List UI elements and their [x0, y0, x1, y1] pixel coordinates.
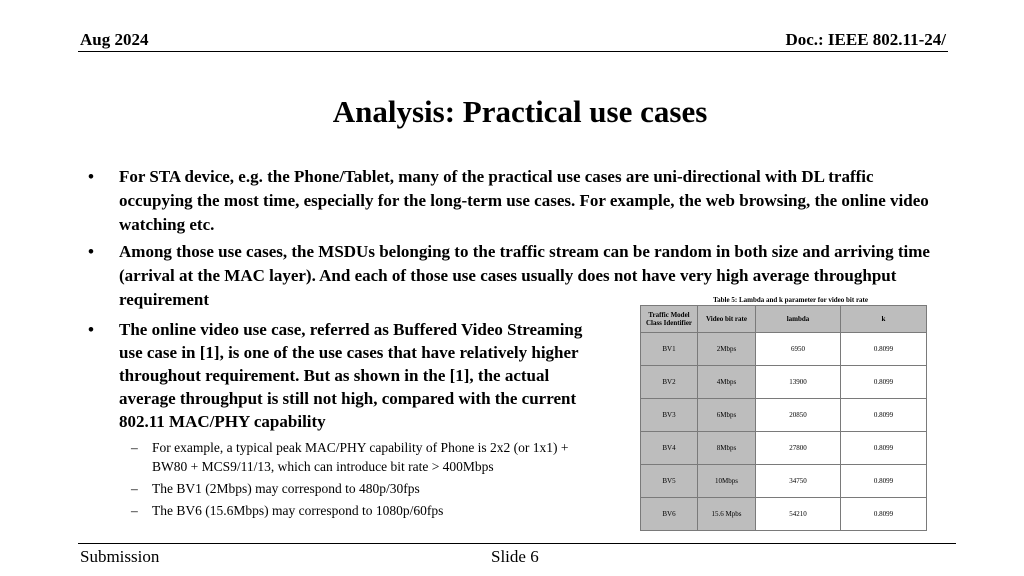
table-cell: 34750 [756, 465, 841, 498]
bullet-item [86, 318, 586, 520]
table-cell: BV1 [641, 333, 698, 366]
table-row [641, 366, 927, 399]
sub-bullet-item: – The BV1 (2Mbps) may correspond to 480p/30fps [119, 479, 586, 498]
table-cell: 15.6 Mpbs [698, 498, 756, 531]
bullet-item: • Among those use cases, the MSDUs belonging to the traffic stream can be random in both size and arriving time (arrival at the MAC layer). And each of those use cases usually does not have very high average throughput requirement [86, 240, 946, 312]
table-row [641, 333, 927, 366]
table-cell: 54210 [756, 498, 841, 531]
table-cell: 27800 [756, 432, 841, 465]
slide-number: Slide 6 [491, 547, 539, 566]
header-divider [78, 51, 948, 52]
table-cell: BV6 [641, 498, 698, 531]
lambda-table-container [640, 295, 926, 531]
slide-title: Analysis: Practical use cases [332, 94, 708, 129]
table-cell: 0.8099 [841, 465, 927, 498]
table-cell: 0.8099 [841, 366, 927, 399]
bullet-list [86, 165, 946, 315]
table-cell: BV3 [641, 399, 698, 432]
table-cell: 0.8099 [841, 399, 927, 432]
table-cell: 0.8099 [841, 432, 927, 465]
footer-submission: Submission [80, 547, 160, 566]
table-row [641, 498, 927, 531]
header-doc-id: Doc.: IEEE 802.11-24/ [785, 30, 946, 49]
table-cell: BV2 [641, 366, 698, 399]
table-cell: 8Mbps [698, 432, 756, 465]
header-cell: lambda [756, 306, 841, 333]
table-cell: 13900 [756, 366, 841, 399]
header-date: Aug 2024 [80, 30, 149, 49]
table-cell: 20850 [756, 399, 841, 432]
sub-bullet-item: – For example, a typical peak MAC/PHY capability of Phone is 2x2 (or 1x1) + BW80 + MCS9/11/13, which can introduce bit rate > 400Mbps [119, 438, 586, 476]
footer-divider [78, 543, 956, 544]
table-cell: 0.8099 [841, 498, 927, 531]
lambda-k-table [640, 305, 927, 531]
table-row [641, 399, 927, 432]
table-cell: BV4 [641, 432, 698, 465]
sub-bullet-item: – The BV6 (15.6Mbps) may correspond to 1080p/60fps [119, 501, 586, 520]
header-cell: Video bit rate [698, 306, 756, 333]
bullet-list-secondary [86, 318, 586, 523]
table-cell: 6Mbps [698, 399, 756, 432]
table-row [641, 432, 927, 465]
table-header-row [641, 306, 927, 333]
table-cell: 2Mbps [698, 333, 756, 366]
table-caption: Table 5: Lambda and k parameter for video bit rate [713, 296, 868, 304]
table-cell: 0.8099 [841, 333, 927, 366]
sub-bullet-list [119, 438, 586, 520]
bullet-item: • For STA device, e.g. the Phone/Tablet, many of the practical use cases are uni-directional with DL traffic occupying the most time, especially for the long-term use cases. For example, the web browsing, the online video watching etc. [86, 165, 946, 237]
header-cell: k [841, 306, 927, 333]
bullet-text: The online video use case, referred as Buffered Video Streaming use case in [1], is one of the use cases that have relatively higher throughout requirement. But as shown in the [1], the actual average throughput is still not high, compared with the current 802.11 MAC/PHY capability [119, 320, 583, 431]
table-row [641, 465, 927, 498]
table-cell: 6950 [756, 333, 841, 366]
table-cell: 4Mbps [698, 366, 756, 399]
table-cell: BV5 [641, 465, 698, 498]
table-cell: 10Mbps [698, 465, 756, 498]
header-cell: Traffic Model Class Identifier [641, 306, 698, 333]
